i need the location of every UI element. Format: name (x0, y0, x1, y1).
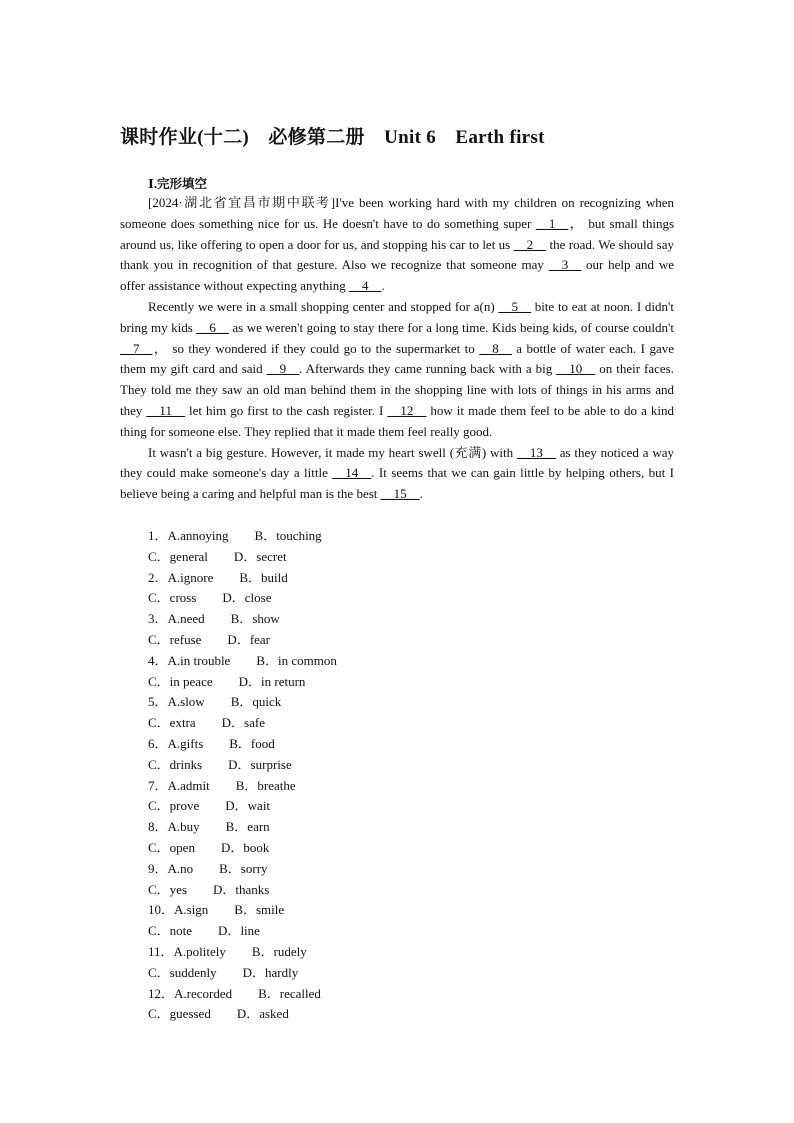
blank: __11__ (146, 402, 185, 418)
option-line: C．prove D．wait (148, 798, 271, 814)
blank: __1__ (535, 215, 569, 231)
passage-text: let him go first to the cash register. I (184, 402, 388, 418)
passage-paragraph (120, 193, 674, 297)
passage-paragraph (120, 297, 674, 443)
option-line: 9．A.no B．sorry (148, 860, 268, 876)
passage-text: . (419, 486, 423, 502)
option-line: 1．A.annoying B．touching (148, 528, 322, 543)
option-line: C．refuse D．fear (148, 631, 271, 647)
blank: __4__ (349, 278, 382, 294)
passage-text: . Afterwards they came running back with a big (299, 361, 557, 377)
passage-text: as we weren't going to stay there for a long time. Kids being kids, of course couldn't (228, 319, 674, 335)
option-line: 8．A.buy B．earn (148, 819, 270, 835)
blank: __13__ (516, 444, 556, 460)
passage-text: how it made them feel to be able to do a kind thing for someone else. They replied that it made them feel really good. (120, 402, 674, 439)
blank: __8__ (479, 340, 512, 356)
passage-text: ， so they wondered if they could go to the supermarket to (152, 340, 480, 356)
option-line: C．open D．book (148, 839, 270, 855)
passage-text: . It seems that we can gain little by helping others, but I believe being a caring and helpful man is the best (120, 465, 674, 502)
passage-text: ， but small things around us, like offering to open a door for us, and stopping his car to let us (120, 215, 675, 252)
blank: __14__ (332, 465, 372, 481)
option-line: C．extra D．safe (148, 715, 265, 731)
option-line: C．yes D．thanks (148, 881, 270, 897)
option-line: C．guessed D．asked (148, 1006, 289, 1022)
option-line: 2．A.ignore B．build (148, 569, 288, 585)
option-line: 4．A.in trouble B．in common (148, 652, 337, 668)
passage-paragraph (120, 443, 674, 505)
option-line: C．drinks D．surprise (148, 756, 292, 772)
passage-text: on their faces. They told me they saw an old man behind them in the shopping line with lots of things in his arms and they (120, 361, 674, 418)
passage-text: as they noticed a way they could make someone's day a little (120, 444, 674, 481)
blank: __12__ (387, 402, 427, 418)
answer-options (148, 526, 337, 1025)
passage-text: It wasn't a big gesture. However, it made my heart swell (充满) with (148, 444, 517, 460)
blank: __15__ (380, 486, 420, 502)
cloze-passage (120, 193, 674, 505)
option-line: 6．A.gifts B．food (148, 735, 275, 751)
passage-text: the road. We should say thank you in recognition of that gesture. Also we recognize that someone may (120, 236, 674, 273)
option-line: 10．A.sign B．smile (148, 902, 285, 918)
page-title: 课时作业(十二) 必修第二册 Unit 6 Earth first (120, 127, 545, 148)
option-line: 11．A.politely B．rudely (148, 943, 307, 959)
option-line: C．note D．line (148, 923, 260, 939)
option-line: C．in peace D．in return (148, 673, 306, 689)
passage-text: [2024·湖北省宜昌市期中联考]I've been working hard with my children on recognizing when someone does something nice for us. He doesn't have to do something super (120, 195, 674, 231)
blank: __10__ (556, 361, 596, 377)
passage-text: a bottle of water each. I gave them my gift card and said (120, 340, 674, 377)
passage-text: our help and we offer assistance without expecting anything (120, 257, 675, 294)
passage-text: bite to eat at noon. I didn't bring my kids (120, 298, 674, 335)
blank: __3__ (548, 257, 582, 273)
option-line: C．general D．secret (148, 548, 287, 564)
option-line: C．cross D．close (148, 590, 272, 606)
blank: __2__ (513, 236, 547, 252)
blank: __5__ (498, 298, 531, 314)
section-heading: Ⅰ.完形填空 (148, 177, 207, 191)
passage-text: Recently we were in a small shopping center and stopped for a(n) (148, 298, 499, 314)
passage-text: . (381, 278, 385, 294)
blank: __7__ (120, 340, 153, 356)
blank: __9__ (266, 361, 300, 377)
option-line: 5．A.slow B．quick (148, 694, 282, 710)
option-line: C．suddenly D．hardly (148, 964, 299, 980)
option-line: 12．A.recorded B．recalled (148, 985, 321, 1001)
option-line: 3．A.need B．show (148, 611, 280, 627)
option-line: 7．A.admit B．breathe (148, 777, 296, 793)
blank: __6__ (196, 319, 229, 335)
